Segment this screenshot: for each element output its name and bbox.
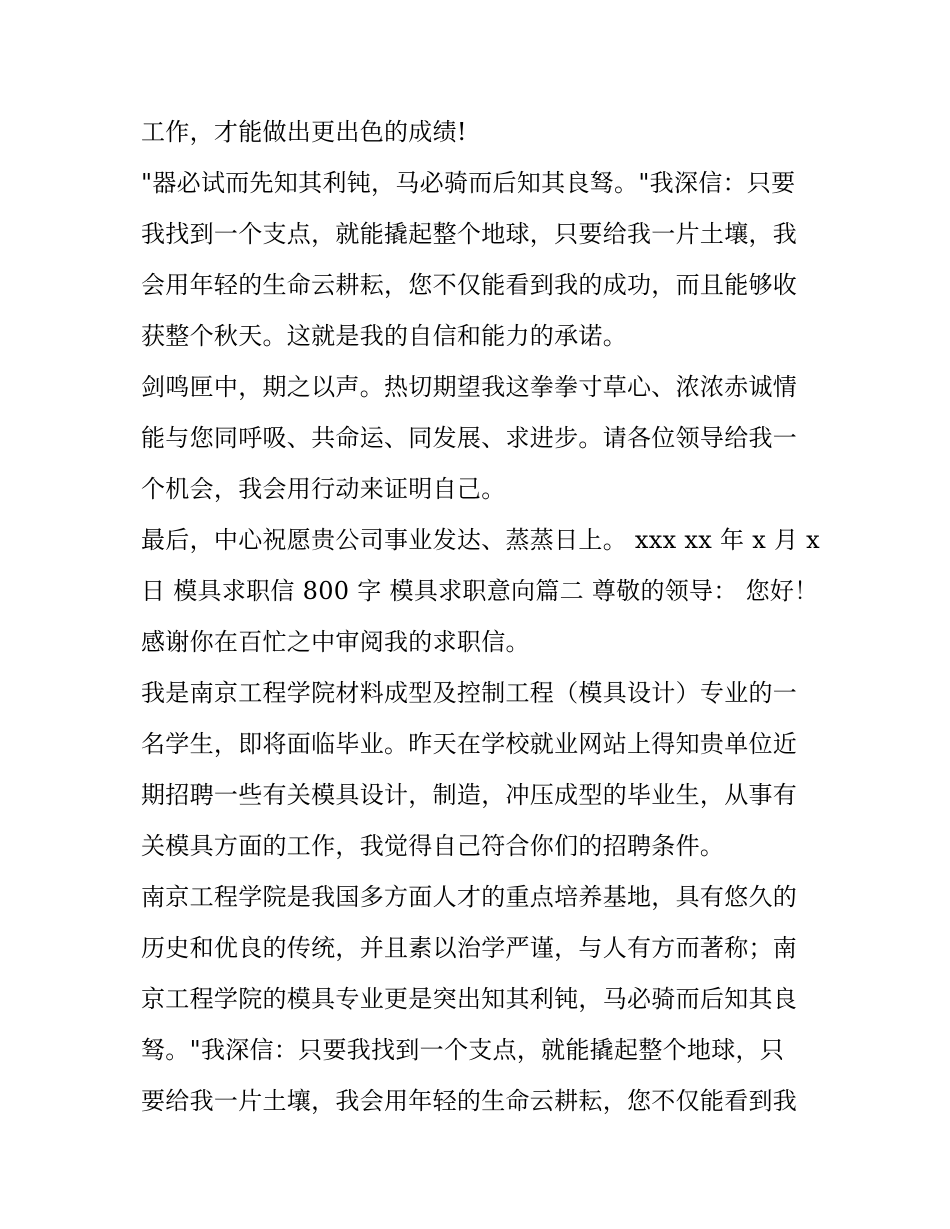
text-line: 剑鸣匣中，期之以声。热切期望我这拳拳寸草心、浓浓赤诚情 — [141, 373, 798, 401]
text-line: 期招聘一些有关模具设计，制造，冲压成型的毕业生，从事有 — [141, 781, 798, 809]
text-line: 我找到一个支点，就能撬起整个地球，只要给我一片土壤，我 — [141, 220, 798, 248]
text-line: 个机会，我会用行动来证明自己。 — [141, 475, 506, 503]
text-line: 工作，才能做出更出色的成绩! — [141, 118, 467, 146]
text-line: 历史和优良的传统，并且素以治学严谨，与人有方而著称；南 — [141, 934, 798, 962]
text-line: 感谢你在百忙之中审阅我的求职信。 — [141, 628, 530, 656]
text-line: 会用年轻的生命云耕耘，您不仅能看到我的成功，而且能够收 — [141, 271, 798, 299]
text-line: 名学生，即将面临毕业。昨天在学校就业网站上得知贵单位近 — [141, 730, 798, 758]
text-line: 最后，中心祝愿贵公司事业发达、蒸蒸日上。 xxx xx 年 x 月 x — [141, 526, 821, 554]
text-line: 要给我一片土壤，我会用年轻的生命云耕耘，您不仅能看到我 — [141, 1087, 798, 1115]
text-line: 日 模具求职信 800 字 模具求职意向篇二 尊敬的领导： 您好！ — [141, 577, 819, 605]
text-line: 驽。"我深信：只要我找到一个支点，就能撬起整个地球，只 — [141, 1036, 785, 1064]
text-line: 能与您同呼吸、共命运、同发展、求进步。请各位领导给我一 — [141, 424, 798, 452]
text-line: 关模具方面的工作，我觉得自己符合你们的招聘条件。 — [141, 832, 725, 860]
text-line: "器必试而先知其利钝，马必骑而后知其良驽。"我深信：只要 — [141, 169, 796, 197]
document-body — [141, 107, 821, 1127]
text-line: 获整个秋天。这就是我的自信和能力的承诺。 — [141, 322, 627, 350]
text-line: 南京工程学院是我国多方面人才的重点培养基地，具有悠久的 — [141, 883, 798, 911]
text-line: 我是南京工程学院材料成型及控制工程（模具设计）专业的一 — [141, 679, 798, 707]
text-line: 京工程学院的模具专业更是突出知其利钝，马必骑而后知其良 — [141, 985, 798, 1013]
